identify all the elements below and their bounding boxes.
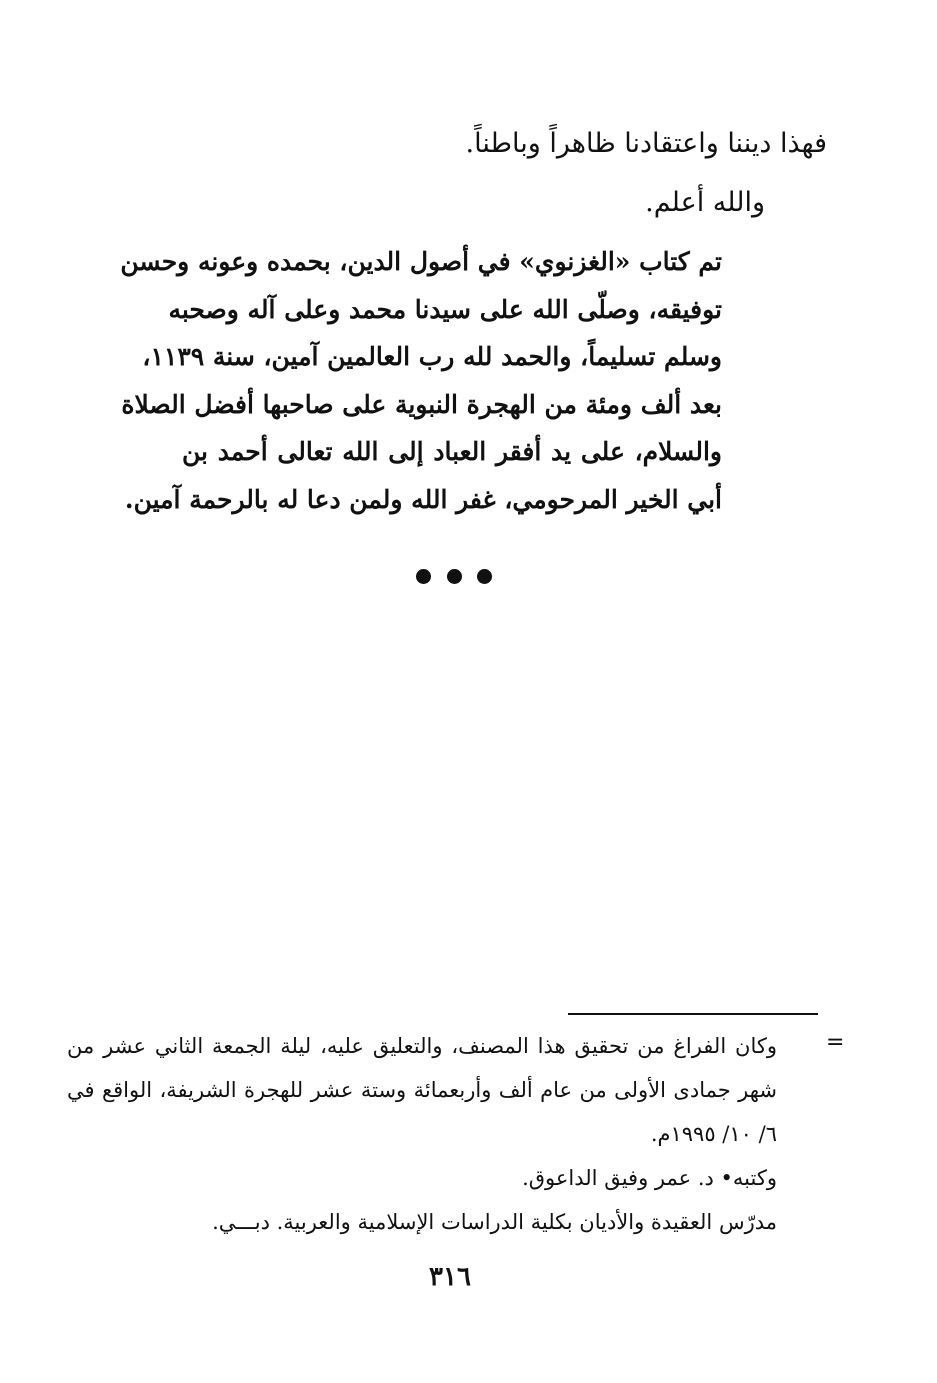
footnote <box>67 1024 777 1244</box>
page-number: ٣١٦ <box>429 1262 471 1292</box>
colophon-line: والسلام، على يد أفقر العباد إلى الله تعالى أحمد بن <box>182 437 722 466</box>
opening-line: فهذا ديننا واعتقادنا ظاهراً وباطناً. <box>465 128 827 159</box>
footnote-rule <box>568 1013 818 1015</box>
separator-dot <box>416 569 431 584</box>
separator-dot <box>447 569 462 584</box>
colophon-line: بعد ألف ومئة من الهجرة النبوية على صاحبها أفضل الصلاة <box>121 389 722 419</box>
footnote-line: وكان الفراغ من تحقيق هذا المصنف، والتعليق عليه، ليلة الجمعة الثاني عشر من <box>67 1034 777 1058</box>
colophon-paragraph <box>120 238 722 523</box>
footnote-continuation-marker: = <box>826 1030 845 1055</box>
colophon-line: وسلم تسليماً، والحمد لله رب العالمين آمين، سنة ١١٣٩، <box>142 342 722 371</box>
footnote-line: شهر جمادى الأولى من عام ألف وأربعمائة وستة عشر للهجرة الشريفة، الواقع في <box>67 1078 777 1102</box>
colophon-line: تم كتاب «الغزنوي» في أصول الدين، بحمده وعونه وحسن <box>120 247 722 276</box>
footnote-date-line: ٦/ ١٠/ ١٩٩٥م. <box>650 1122 777 1146</box>
colophon-line: أبي الخير المرحومي، غفر الله ولمن دعا له بالرحمة آمين. <box>124 484 722 514</box>
colophon-line: توفيقه، وصلّى الله على سيدنا محمد وعلى آله وصحبه <box>168 294 722 324</box>
closing-phrase: والله أعلم. <box>645 187 765 218</box>
footnote-affiliation: مدرّس العقيدة والأديان بكلية الدراسات الإسلامية والعربية. دبـــي. <box>212 1210 777 1234</box>
section-separator-dots <box>414 569 494 585</box>
separator-dot <box>477 569 492 584</box>
footnote-signature: وكتبه• د. عمر وفيق الداعوق. <box>522 1166 777 1190</box>
